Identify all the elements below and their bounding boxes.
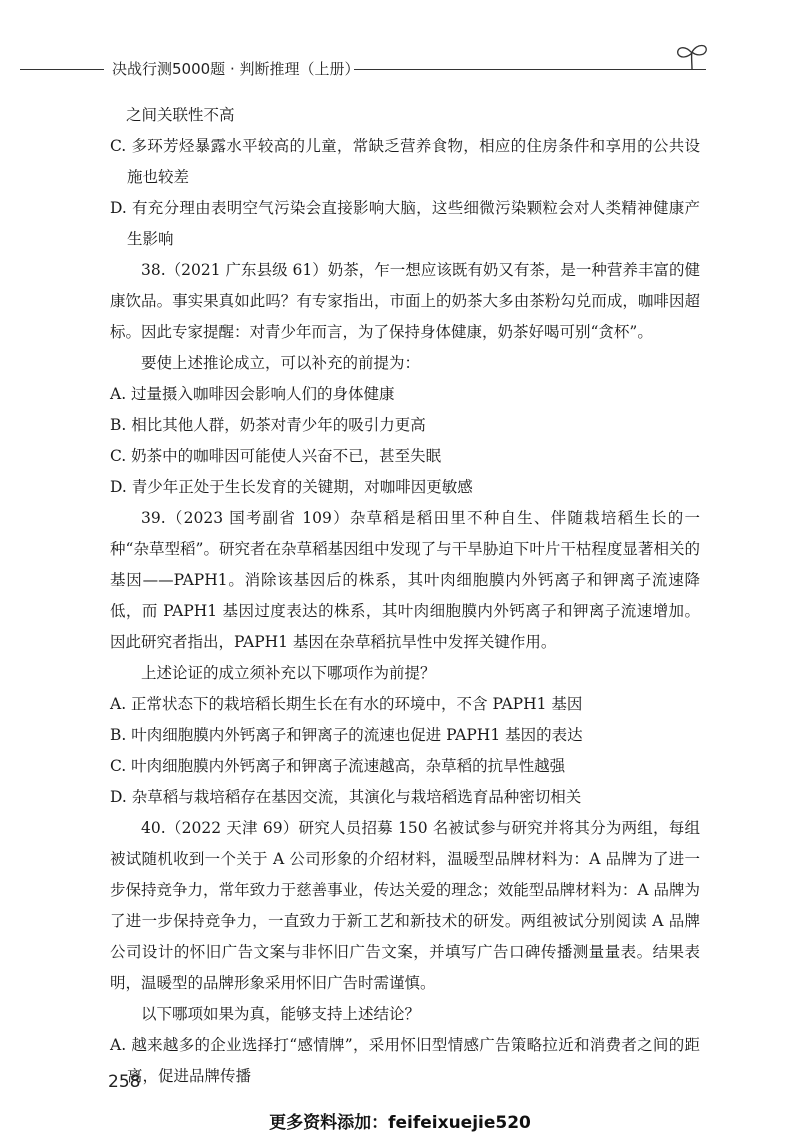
header-rule-right — [354, 69, 706, 70]
option-c-prev: C. 多环芳烃暴露水平较高的儿童，常缺乏营养食物，相应的住房条件和享用的公共设施也较差 — [110, 137, 700, 186]
question-40-option-a: A. 越来越多的企业选择打“感情牌”，采用怀旧型情感广告策略拉近和消费者之间的距离，促进品牌传播 — [110, 1036, 700, 1085]
question-39-stem: 39.（2023 国考副省 109）杂草稻是稻田里不种自生、伴随栽培稻生长的一种“杂草型稻”。研究者在杂草稻基因组中发现了与干旱胁迫下叶片干枯程度显著相关的基因——PAPH1。消除该基因后的株系，其叶肉细胞膜内外钙离子和钾离子流速降低，而 PAPH1 基因过度表达的株系，其叶肉细胞膜内外钙离子和钾离子流速增加。因此研究者指出，PAPH1 基因在杂草稻抗旱性中发挥关键作用。 — [110, 509, 700, 651]
question-38-stem: 38.（2021 广东县级 61）奶茶，乍一想应该既有奶又有茶，是一种营养丰富的健康饮品。事实果真如此吗？有专家指出，市面上的奶茶大多由茶粉勾兑而成，咖啡因超标。因此专家提醒：对青少年而言，为了保持身体健康，奶茶好喝可别“贪杯”。 — [110, 261, 700, 341]
question-39-option-b: B. 叶肉细胞膜内外钙离子和钾离子的流速也促进 PAPH1 基因的表达 — [110, 726, 583, 744]
question-38-option-d: D. 青少年正处于生长发育的关键期，对咖啡因更敏感 — [110, 478, 473, 496]
page-body — [110, 100, 700, 1092]
question-38-prompt: 要使上述推论成立，可以补充的前提为： — [141, 354, 421, 372]
header-rule-left — [20, 69, 104, 70]
running-header — [20, 54, 720, 84]
question-39-prompt: 上述论证的成立须补充以下哪项作为前提？ — [141, 664, 436, 682]
continued-text: 之间关联性不高 — [126, 106, 235, 124]
question-38-option-c: C. 奶茶中的咖啡因可能使人兴奋不已，甚至失眠 — [110, 447, 442, 465]
question-38-option-a: A. 过量摄入咖啡因会影响人们的身体健康 — [110, 385, 395, 403]
book-title: 决战行测5000题 · 判断推理（上册） — [112, 60, 360, 78]
question-40-prompt: 以下哪项如果为真，能够支持上述结论？ — [141, 1005, 421, 1023]
question-39-option-d: D. 杂草稻与栽培稻存在基因交流，其演化与栽培稻选育品种密切相关 — [110, 788, 582, 806]
question-39-option-a: A. 正常状态下的栽培稻长期生长在有水的环境中，不含 PAPH1 基因 — [110, 695, 583, 713]
page-number: 258 — [108, 1072, 141, 1092]
sprout-icon — [672, 40, 712, 72]
question-39-option-c: C. 叶肉细胞膜内外钙离子和钾离子流速越高，杂草稻的抗旱性越强 — [110, 757, 566, 775]
question-38-option-b: B. 相比其他人群，奶茶对青少年的吸引力更高 — [110, 416, 426, 434]
option-d-prev: D. 有充分理由表明空气污染会直接影响大脑，这些细微污染颗粒会对人类精神健康产生影响 — [110, 199, 700, 248]
footer-note: 更多资料添加：feifeixuejie520 — [269, 1113, 531, 1133]
question-40-stem: 40.（2022 天津 69）研究人员招募 150 名被试参与研究并将其分为两组，每组被试随机收到一个关于 A 公司形象的介绍材料，温暖型品牌材料为：A 品牌为了进一步保持竞争力，常年致力于慈善事业，传达关爱的理念；效能型品牌材料为：A 品牌为了进一步保持竞争力，一直致力于新工艺和新技术的研发。两组被试分别阅读 A 品牌公司设计的怀旧广告文案与非怀旧广告文案，并填写广告口碑传播测量量表。结果表明，温暖型的品牌形象采用怀旧广告时需谨慎。 — [110, 819, 700, 992]
